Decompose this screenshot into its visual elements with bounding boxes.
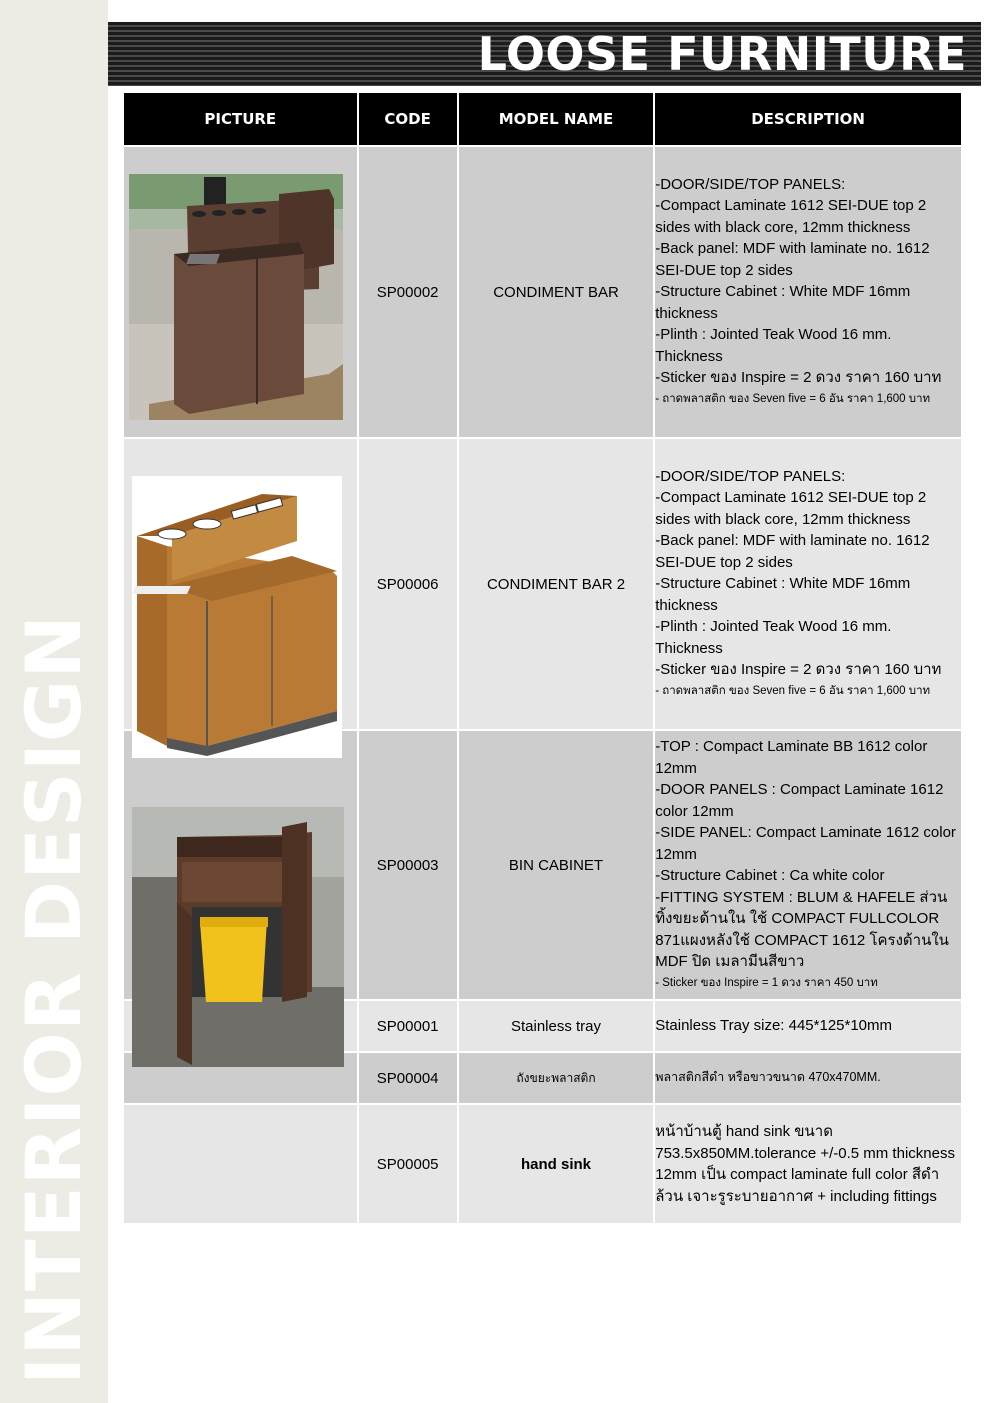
description-line: -Plinth : Jointed Teak Wood 16 mm. Thickness (655, 618, 892, 657)
description-line: -Structure Cabinet : Ca white color (655, 867, 885, 884)
description-line: -FITTING SYSTEM : BLUM & HAFELE ส่วนทิ้งขยะด้านใน ใช้ COMPACT FULLCOLOR 871แผงหลังใช้ COMPACT 1612 โครงด้านใน MDF ปิด เมลามีนสีขาว (655, 888, 949, 970)
picture-cell (124, 147, 357, 437)
description-line: -Plinth : Jointed Teak Wood 16 mm. Thickness (655, 326, 892, 365)
table-row (124, 731, 961, 999)
model-cell: CONDIMENT BAR (459, 147, 653, 437)
model-cell: Stainless tray (459, 1001, 653, 1051)
description-cell (655, 1105, 961, 1223)
model-cell: ถังขยะพลาสติก (459, 1053, 653, 1103)
sidebar-title-container (4, 613, 104, 1385)
model-cell: CONDIMENT BAR 2 (459, 439, 653, 729)
description-line: -Compact Laminate 1612 SEI-DUE top 2 sides with black core, 12mm thickness (655, 489, 927, 528)
description-line: หน้าบ้านตู้ hand sink ขนาด 753.5x850MM.tolerance +/-0.5 mm thickness 12mm เป็น compact laminate full color สีดำล้วน เจาะรูระบายอากาศ + including fittings (655, 1123, 955, 1205)
condiment-bar-photo (129, 174, 343, 420)
description-cell (655, 1001, 961, 1051)
furniture-table (122, 91, 963, 1225)
sidebar-title: INTERIOR DESIGN (9, 613, 98, 1385)
description-line: -SIDE PANEL: Compact Laminate 1612 color 12mm (655, 824, 956, 863)
description-line: -DOOR PANELS : Compact Laminate 1612 color 12mm (655, 781, 944, 820)
sidebar (0, 0, 108, 1403)
page-title: LOOSE FURNITURE (477, 27, 967, 81)
description-line: -Compact Laminate 1612 SEI-DUE top 2 sides with black core, 12mm thickness (655, 197, 927, 236)
code-cell: SP00004 (359, 1053, 457, 1103)
code-cell: SP00006 (359, 439, 457, 729)
table-row (124, 439, 961, 729)
column-header-code: CODE (359, 93, 457, 145)
code-cell: SP00005 (359, 1105, 457, 1223)
bin-cabinet-photo (132, 807, 344, 1067)
description-cell (655, 147, 961, 437)
picture-cell (124, 1105, 357, 1223)
column-header-picture: PICTURE (124, 93, 357, 145)
table-row (124, 1105, 961, 1223)
model-cell: BIN CABINET (459, 731, 653, 999)
description-line: -Structure Cabinet : White MDF 16mm thickness (655, 283, 911, 322)
picture-cell (124, 439, 357, 729)
header-banner (108, 22, 981, 86)
model-cell: hand sink (459, 1105, 653, 1223)
description-line: - ถาดพลาสติก ของ Seven five = 6 อัน ราคา 1,600 บาท (655, 684, 931, 697)
picture-cell (124, 731, 357, 999)
column-header-model: MODEL NAME (459, 93, 653, 145)
description-line: Stainless Tray size: 445*125*10mm (655, 1017, 893, 1035)
description-line: -Structure Cabinet : White MDF 16mm thickness (655, 575, 911, 614)
table-header-row (124, 93, 961, 145)
description-line: -TOP : Compact Laminate BB 1612 color 12mm (655, 738, 928, 777)
condiment-bar-2-render (132, 476, 342, 758)
description-line: พลาสติกสีดำ หรือขาวขนาด 470x470MM. (655, 1070, 881, 1085)
description-line: - ถาดพลาสติก ของ Seven five = 6 อัน ราคา 1,600 บาท (655, 392, 931, 405)
description-cell (655, 731, 961, 999)
description-line: -Back panel: MDF with laminate no. 1612 SEI-DUE top 2 sides (655, 240, 930, 279)
description-cell (655, 439, 961, 729)
code-cell: SP00001 (359, 1001, 457, 1051)
description-cell (655, 1053, 961, 1103)
description-line: -DOOR/SIDE/TOP PANELS: (655, 467, 846, 485)
description-line: -DOOR/SIDE/TOP PANELS: (655, 175, 846, 193)
table-row (124, 147, 961, 437)
code-cell: SP00003 (359, 731, 457, 999)
column-header-description: DESCRIPTION (655, 93, 961, 145)
description-line: -Sticker ของ Inspire = 2 ดวง ราคา 160 บาท (655, 369, 942, 387)
description-line: -Sticker ของ Inspire = 2 ดวง ราคา 160 บาท (655, 661, 942, 679)
description-line: - Sticker ของ Inspire = 1 ดวง ราคา 450 บาท (655, 976, 878, 989)
description-line: -Back panel: MDF with laminate no. 1612 SEI-DUE top 2 sides (655, 532, 930, 571)
code-cell: SP00002 (359, 147, 457, 437)
